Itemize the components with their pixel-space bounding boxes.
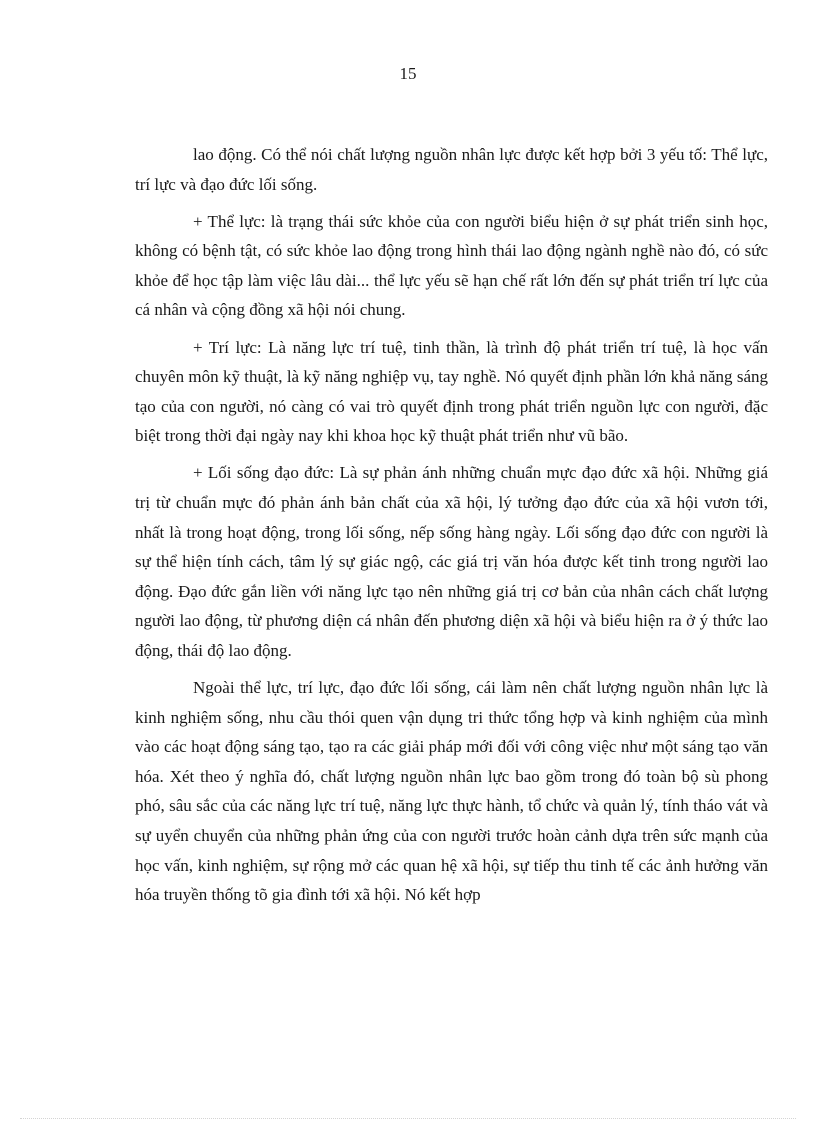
paragraph-intellect: + Trí lực: Là năng lực trí tuệ, tinh thần, là trình độ phát triển trí tuệ, là học vấn chuyên môn kỹ thuật, là kỹ năng nghiệp vụ, tay nghề. Nó quyết định phần lớn khả năng sáng tạo của con người, nó càng có vai trò quyết định trong phát triển nguồn lực con người, đặc biệt trong thời đại ngày nay khi khoa học kỹ thuật phát triển như vũ bão. bbox=[135, 337, 768, 446]
document-body bbox=[135, 140, 768, 917]
page-number: 15 bbox=[399, 64, 417, 83]
page-bottom-divider bbox=[20, 1118, 796, 1119]
paragraph-ethical-lifestyle: + Lối sống đạo đức: Là sự phản ánh những chuẩn mực đạo đức xã hội. Những giá trị từ chuẩn mực đó phản ánh bản chất của xã hội, lý tưởng đạo đức của xã hội vươn tới, nhất là trong hoạt động, trong lối sống, nếp sống hàng ngày. Lối sống đạo đức con người là sự thể hiện tính cách, tâm lý sự giác ngộ, các giá trị văn hóa được kết tinh trong người lao động. Đạo đức gắn liền với năng lực tạo nên những giá trị cơ bản của nhân cách chất lượng người lao động, từ phương diện cá nhân đến phương diện xã hội và biểu hiện ra ở ý thức lao động, thái độ lao động. bbox=[135, 463, 768, 660]
paragraph-experience: Ngoài thể lực, trí lực, đạo đức lối sống, cái làm nên chất lượng nguồn nhân lực là kinh nghiệm sống, nhu cầu thói quen vận dụng tri thức tổng hợp và kinh nghiệm của mình vào các hoạt động sáng tạo, tạo ra các giải pháp mới đối với công việc như một sáng tạo văn hóa. Xét theo ý nghĩa đó, chất lượng nguồn nhân lực bao gồm trong đó toàn bộ sù phong phó, sâu sắc của các năng lực trí tuệ, năng lực thực hành, tổ chức và quản lý, tính tháo vát và sự uyển chuyển của những phản ứng của con người trước hoàn cảnh dựa trên sức mạnh của học vấn, kinh nghiệm, sự rộng mở các quan hệ xã hội, sự tiếp thu tinh tế các ảnh hưởng văn hóa truyền thống tõ gia đình tới xã hội. Nó kết hợp bbox=[135, 678, 768, 905]
paragraph-continuation: lao động. Có thể nói chất lượng nguồn nhân lực được kết hợp bởi 3 yếu tố: Thể lực, trí lực và đạo đức lối sống. bbox=[135, 145, 768, 194]
paragraph-physical-strength: + Thể lực: là trạng thái sức khỏe của con người biểu hiện ở sự phát triển sinh học, không có bệnh tật, có sức khỏe lao động trong hình thái lao động ngành nghề nào đó, có sức khỏe để học tập làm việc lâu dài... thể lực yếu sẽ hạn chế rất lớn đến sự phát triển trí lực của cá nhân và cộng đồng xã hội nói chung. bbox=[135, 211, 768, 320]
